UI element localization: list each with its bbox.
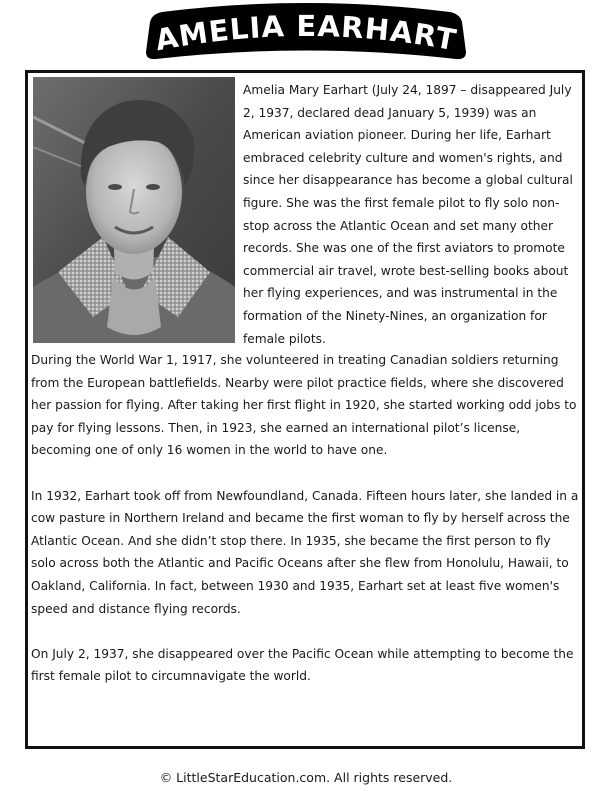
portrait-image xyxy=(33,77,235,343)
paragraph-wwi: During the World War 1, 1917, she volunteered in treating Canadian soldiers returning from the European battlefields. Nearby were pilot practice fields, where she discovered her passion for flying. After taking her first flight in 1920, she started working odd jobs to pay for flying lessons. Then, in 1923, she earned an international pilot’s license, becoming one of only 16 women in the world to have one. xyxy=(31,353,577,458)
content-frame xyxy=(25,70,585,749)
intro-paragraph: Amelia Mary Earhart (July 24, 1897 – disappeared July 2, 1937, declared dead January 5, 1939) was an American aviation pioneer. During her life, Earhart embraced celebrity culture and women's rights, and since her disappearance has become a global cultural figure. She was the first female pilot to fly solo non-stop across the Atlantic Ocean and set many other records. She was one of the first aviators to promote commercial air travel, wrote best-selling books about her flying experiences, and was instrumental in the formation of the Ninety-Nines, an organization for female pilots. xyxy=(243,83,573,346)
banner-shape xyxy=(0,0,612,70)
intro-text xyxy=(243,79,583,350)
paragraph-disappearance: On July 2, 1937, she disappeared over the Pacific Ocean while attempting to become the first female pilot to circumnavigate the world. xyxy=(31,646,574,684)
paragraph-atlantic-flight: In 1932, Earhart took off from Newfoundland, Canada. Fifteen hours later, she landed in a cow pasture in Northern Ireland and became the first woman to fly by herself across the Atlantic Ocean. And she didn’t stop there. In 1935, she became the first person to fly solo across both the Atlantic and Pacific Oceans after she flew from Honolulu, Hawaii, to Oakland, California. In fact, between 1930 and 1935, Earhart set at least five women's speed and distance flying records. xyxy=(31,488,579,616)
page-title: AMELIA EARHART xyxy=(152,8,460,58)
body-text xyxy=(31,349,579,688)
portrait-photo xyxy=(33,77,235,343)
title-banner xyxy=(0,0,612,70)
copyright-footer: © LittleStarEducation.com. All rights reserved. xyxy=(159,770,453,785)
